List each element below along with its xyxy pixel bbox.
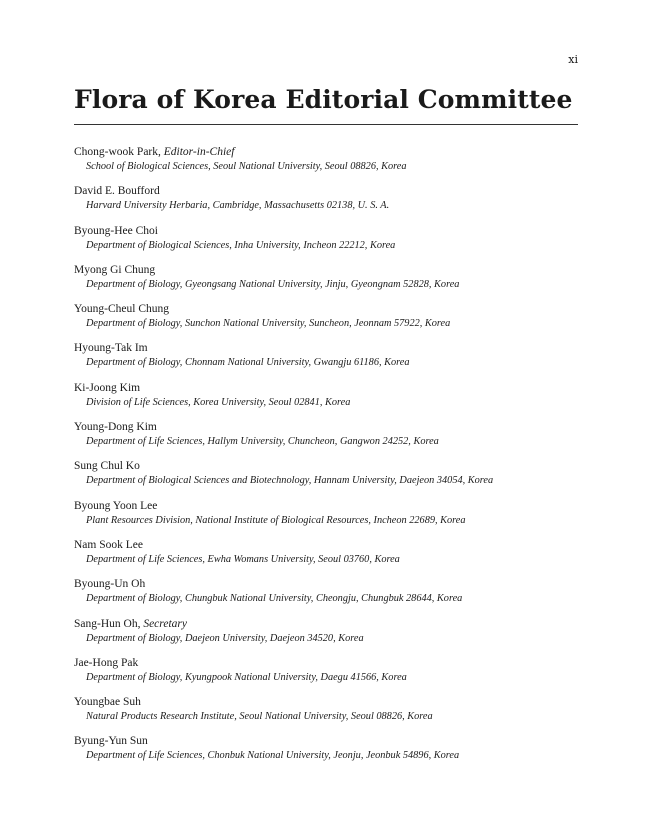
member-name-line bbox=[74, 735, 594, 748]
committee-member bbox=[74, 735, 594, 774]
member-affiliation: Department of Biology, Chonnam National University, Gwangju 61186, Korea bbox=[86, 357, 410, 369]
committee-member bbox=[74, 578, 594, 617]
member-name: Hyoung-Tak Im bbox=[74, 342, 148, 355]
member-name-line bbox=[74, 342, 594, 355]
member-affiliation: School of Biological Sciences, Seoul National University, Seoul 08826, Korea bbox=[86, 161, 407, 172]
member-affiliation: Harvard University Herbaria, Cambridge, Massachusetts 02138, U. S. A. bbox=[86, 200, 390, 212]
committee-member bbox=[74, 342, 594, 381]
member-name-line bbox=[74, 578, 594, 591]
member-name-line bbox=[74, 185, 594, 198]
member-role: Editor-in-Chief bbox=[163, 146, 235, 158]
member-affiliation: Department of Biology, Gyeongsang National University, Jinju, Gyeongnam 52828, Korea bbox=[86, 278, 460, 290]
member-name: Myong Gi Chung bbox=[74, 263, 156, 276]
committee-member bbox=[74, 382, 594, 421]
member-affiliation: Department of Biology, Kyungpook National University, Daegu 41566, Korea bbox=[86, 671, 407, 683]
committee-member-list bbox=[74, 146, 594, 775]
member-name-line bbox=[74, 146, 594, 159]
committee-member bbox=[74, 657, 594, 696]
member-affiliation: Department of Life Sciences, Ewha Womans University, Seoul 03760, Korea bbox=[86, 553, 400, 565]
member-name: Youngbae Suh bbox=[74, 696, 141, 709]
committee-member bbox=[74, 264, 594, 303]
member-role-separator: , bbox=[158, 146, 164, 158]
member-name-line bbox=[74, 618, 594, 631]
member-affiliation: Department of Biology, Sunchon National University, Suncheon, Jeonnam 57922, Korea bbox=[86, 318, 451, 330]
member-name: Young-Dong Kim bbox=[74, 421, 157, 434]
member-name-line bbox=[74, 539, 594, 552]
member-name-line bbox=[74, 225, 594, 238]
committee-member bbox=[74, 539, 594, 578]
member-affiliation: Department of Biological Sciences and Biotechnology, Hannam University, Daejeon 34054, Korea bbox=[86, 475, 494, 487]
member-name-line bbox=[74, 696, 594, 709]
member-name: Nam Sook Lee bbox=[74, 538, 143, 551]
member-affiliation: Department of Biology, Chungbuk National University, Cheongju, Chungbuk 28644, Korea bbox=[86, 593, 463, 605]
member-name: Young-Cheul Chung bbox=[74, 303, 169, 316]
member-name: David E. Boufford bbox=[74, 185, 160, 198]
committee-member bbox=[74, 421, 594, 460]
member-name-line bbox=[74, 303, 594, 316]
committee-member bbox=[74, 303, 594, 342]
member-name: Chong-wook Park bbox=[74, 146, 159, 158]
page-number: xi bbox=[568, 53, 578, 66]
committee-member bbox=[74, 146, 594, 185]
member-name-line bbox=[74, 460, 594, 473]
member-name-line bbox=[74, 264, 594, 277]
member-name: Sung Chul Ko bbox=[74, 460, 140, 473]
member-name-line bbox=[74, 382, 594, 395]
committee-member bbox=[74, 500, 594, 539]
member-role-separator: , bbox=[137, 617, 144, 630]
member-affiliation: Department of Life Sciences, Hallym University, Chuncheon, Gangwon 24252, Korea bbox=[86, 436, 439, 448]
member-affiliation: Department of Life Sciences, Chonbuk National University, Jeonju, Jeonbuk 54896, Korea bbox=[86, 750, 460, 762]
committee-member bbox=[74, 696, 594, 735]
member-role: Secretary bbox=[143, 617, 187, 630]
member-affiliation: Natural Products Research Institute, Seoul National University, Seoul 08826, Korea bbox=[86, 711, 433, 723]
member-name: Byoung-Hee Choi bbox=[74, 224, 159, 237]
committee-member bbox=[74, 225, 594, 264]
member-affiliation: Plant Resources Division, National Institute of Biological Resources, Incheon 22689, Korea bbox=[86, 514, 466, 526]
committee-member bbox=[74, 460, 594, 499]
member-name: Byoung Yoon Lee bbox=[74, 499, 158, 512]
member-name: Jae-Hong Pak bbox=[74, 656, 139, 669]
member-name-line bbox=[74, 421, 594, 434]
page-title: Flora of Korea Editorial Committee bbox=[74, 85, 573, 114]
member-affiliation: Department of Biological Sciences, Inha University, Incheon 22212, Korea bbox=[86, 239, 396, 251]
committee-member bbox=[74, 618, 594, 657]
member-name-line bbox=[74, 500, 594, 513]
member-name: Sang-Hun Oh bbox=[74, 617, 138, 630]
member-name-line bbox=[74, 657, 594, 670]
member-affiliation: Department of Biology, Daejeon University, Daejeon 34520, Korea bbox=[86, 632, 364, 644]
committee-member bbox=[74, 185, 594, 224]
member-name: Byung-Yun Sun bbox=[74, 735, 148, 748]
title-divider bbox=[74, 124, 578, 125]
member-name: Ki-Joong Kim bbox=[74, 381, 141, 394]
member-name: Byoung-Un Oh bbox=[74, 578, 146, 591]
member-affiliation: Division of Life Sciences, Korea University, Seoul 02841, Korea bbox=[86, 396, 351, 408]
